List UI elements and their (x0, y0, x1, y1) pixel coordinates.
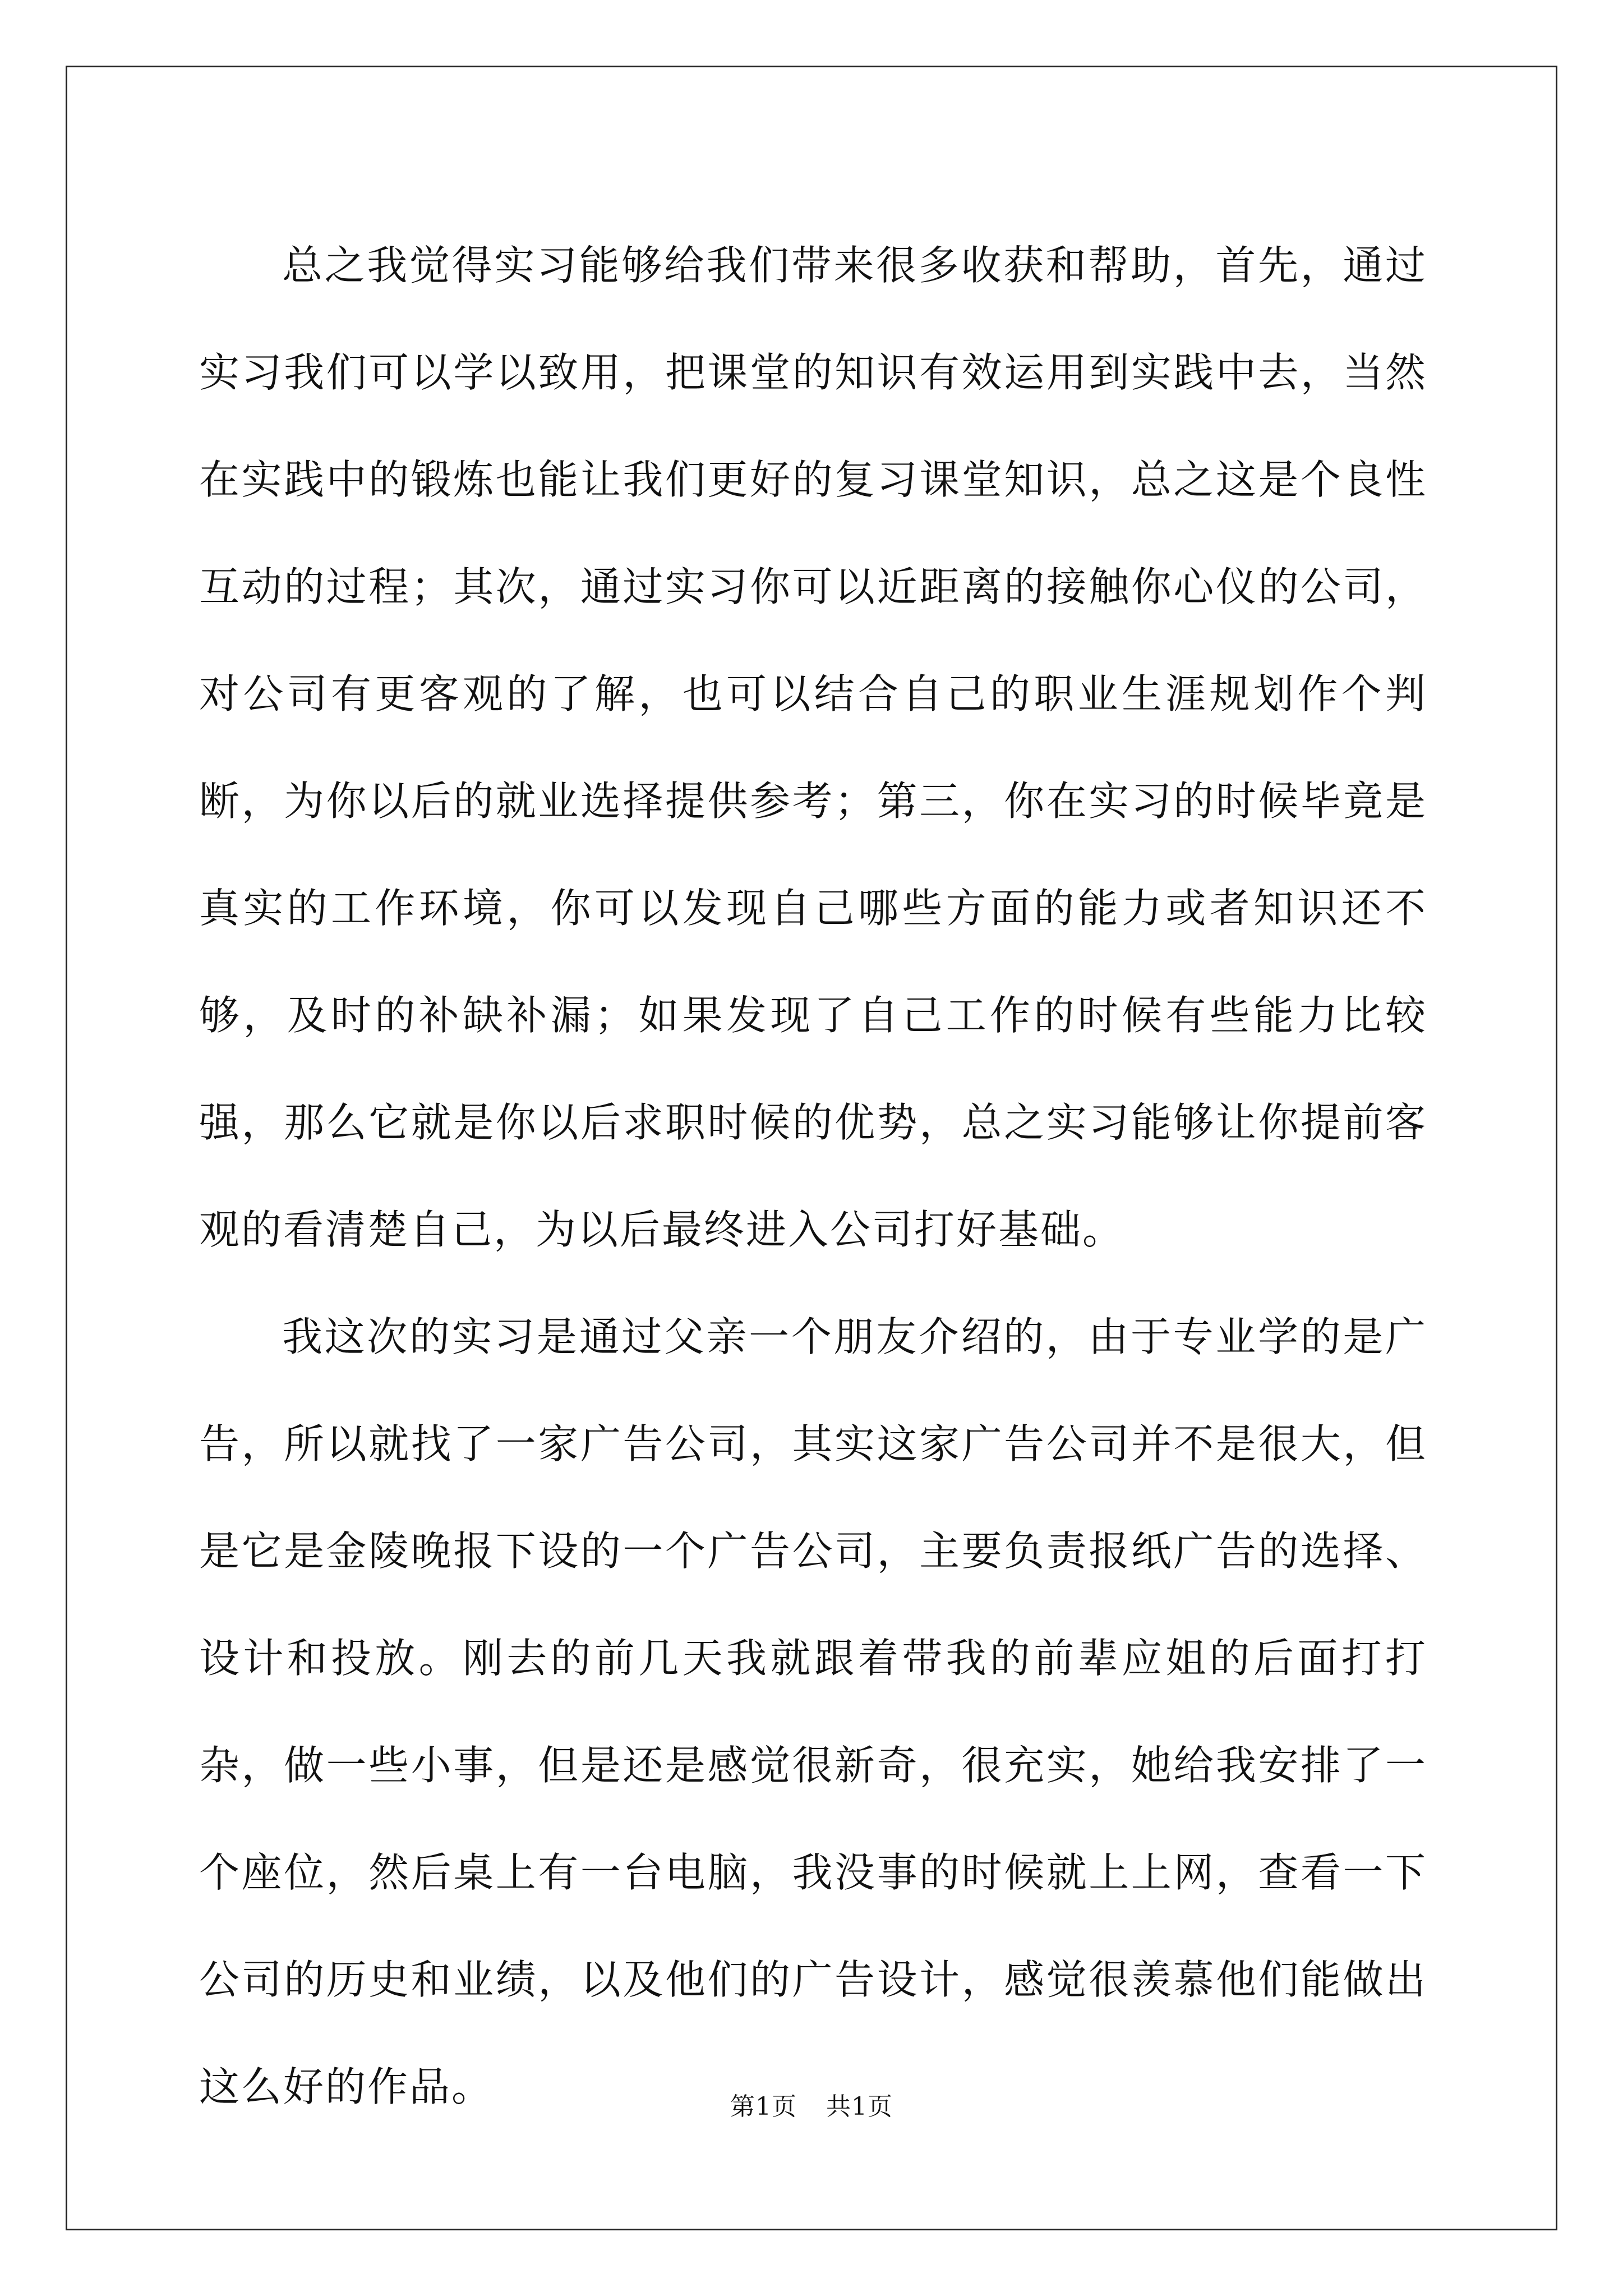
paragraph-1: 总之我觉得实习能够给我们带来很多收获和帮助，首先，通过实习我们可以学以致用，把课堂的知识有效运用到实践中去，当然在实践中的锻炼也能让我们更好的复习课堂知识，总之这是个良性互动的过程；其次，通过实习你可以近距离的接触你心仪的公司，对公司有更客观的了解，也可以结合自己的职业生涯规划作个判断，为你以后的就业选择提供参考；第三，你在实习的时候毕竟是真实的工作环境，你可以发现自己哪些方面的能力或者知识还不够，及时的补缺补漏；如果发现了自己工作的时候有些能力比较强，那么它就是你以后求职时候的优势，总之实习能够让你提前客观的看清楚自己，为以后最终进入公司打好基础。 (199, 242, 1427, 1253)
page-number: 第1页 (730, 2092, 797, 2121)
page-footer (0, 2090, 1623, 2124)
page-total: 共1页 (826, 2092, 893, 2121)
paragraph-2: 我这次的实习是通过父亲一个朋友介绍的，由于专业学的是广告，所以就找了一家广告公司，其实这家广告公司并不是很大，但是它是金陵晚报下设的一个广告公司，主要负责报纸广告的选择、设计和投放。刚去的前几天我就跟着带我的前辈应姐的后面打打杂，做一些小事，但是还是感觉很新奇，很充实，她给我安排了一个座位，然后桌上有一台电脑，我没事的时候就上上网，查看一下公司的历史和业绩，以及他们的广告设计，感觉很羡慕他们能做出这么好的作品。 (199, 1313, 1427, 2110)
document-body (199, 212, 1427, 2141)
